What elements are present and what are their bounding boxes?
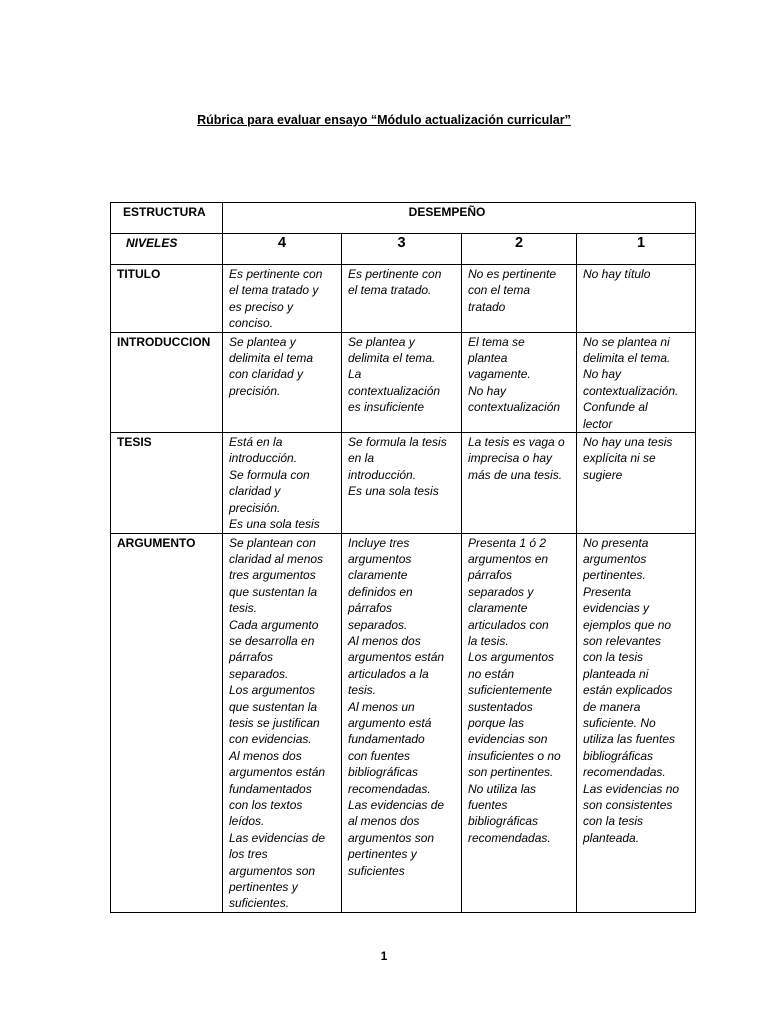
- descriptor-line: con claridad y: [229, 367, 304, 382]
- descriptor-line: párrafos: [468, 568, 513, 583]
- descriptor-line: con la tesis: [583, 650, 644, 665]
- descriptor-line: Se formula con: [229, 467, 310, 482]
- descriptor-line: son relevantes: [583, 633, 662, 648]
- descriptor-line: claridad al menos: [229, 551, 324, 566]
- descriptor-line: Se plantean con: [229, 535, 316, 550]
- descriptor-line: evidencias son: [468, 732, 548, 747]
- descriptor-line: tesis.: [348, 683, 377, 698]
- criterion-cell: ARGUMENTO: [111, 533, 223, 912]
- descriptor-line: el tema tratado.: [348, 283, 432, 298]
- level-1: 1: [577, 234, 696, 265]
- descriptor-line: el tema tratado y: [229, 283, 319, 298]
- descriptor-line: leídos.: [229, 814, 265, 829]
- descriptor-line: Al menos dos: [348, 633, 421, 648]
- descriptor-line: La tesis es vaga o: [468, 435, 565, 450]
- descriptor-line: párrafos: [348, 601, 393, 616]
- table-row: [111, 433, 696, 533]
- header-estructura: ESTRUCTURA: [111, 203, 223, 234]
- descriptor-line: recomendadas.: [348, 781, 431, 796]
- descriptor-line: Los argumentos: [229, 683, 316, 698]
- descriptor-line: pertinentes y: [229, 880, 298, 895]
- descriptor-line: pertinentes.: [583, 568, 646, 583]
- descriptor-line: Los argumentos: [468, 650, 555, 665]
- descriptor-line: Las evidencias de: [348, 798, 445, 812]
- descriptor-cell-level-2: [462, 332, 577, 432]
- descriptor-line: recomendadas.: [468, 830, 551, 845]
- levels-label: NIVELES: [111, 234, 223, 265]
- descriptor-line: con los textos: [229, 798, 303, 812]
- descriptor-line: argumentos: [348, 551, 412, 566]
- descriptor-line: fundamentado: [348, 732, 425, 747]
- descriptor-cell-level-2: [462, 433, 577, 533]
- descriptor-line: porque las: [468, 715, 525, 730]
- level-4: 4: [223, 234, 342, 265]
- descriptor-line: evidencias y: [583, 601, 650, 616]
- descriptor-line: claridad y: [229, 484, 281, 499]
- descriptor-line: argumentos están: [348, 650, 445, 665]
- descriptor-line: planteada ni: [583, 666, 649, 681]
- document-title: Rúbrica para evaluar ensayo “Módulo actualización curricular”: [197, 113, 571, 127]
- descriptor-line: más de una tesis.: [468, 467, 563, 482]
- header-row: [111, 203, 696, 234]
- descriptor-line: Presenta: [583, 584, 632, 599]
- table-row: [111, 533, 696, 912]
- descriptor-line: pertinentes y: [348, 847, 417, 862]
- descriptor-line: de manera: [583, 699, 641, 714]
- descriptor-cell-level-3: [342, 332, 462, 432]
- descriptor-line: Las evidencias no: [583, 781, 680, 796]
- descriptor-line: que sustentan la: [229, 584, 318, 599]
- descriptor-line: No hay título: [583, 267, 651, 281]
- descriptor-line: contextualización: [348, 383, 441, 398]
- descriptor-line: bibliográficas: [468, 814, 539, 829]
- descriptor-cell-level-1: [577, 332, 696, 432]
- descriptor-line: Al menos dos: [229, 748, 302, 763]
- descriptor-line: suficientemente: [468, 683, 553, 698]
- page-number: 1: [380, 949, 388, 963]
- descriptor-line: La: [348, 367, 362, 382]
- descriptor-line: explícita ni se: [583, 451, 656, 466]
- descriptor-line: sugiere: [583, 467, 623, 482]
- descriptor-line: Al menos un: [348, 699, 415, 714]
- descriptor-line: contextualización.: [583, 383, 679, 398]
- descriptor-line: Confunde al: [583, 400, 648, 415]
- descriptor-line: Incluye tres: [348, 535, 410, 550]
- descriptor-line: tres argumentos: [229, 568, 316, 583]
- descriptor-line: Se plantea y: [229, 334, 296, 349]
- descriptor-line: que sustentan la: [229, 699, 318, 714]
- descriptor-line: No se plantea ni: [583, 334, 670, 349]
- descriptor-line: introducción.: [348, 467, 417, 482]
- descriptor-cell-level-3: [342, 433, 462, 533]
- descriptor-cell-level-4: [223, 265, 342, 333]
- descriptor-line: conciso.: [229, 316, 274, 331]
- descriptor-line: separados y: [468, 584, 534, 599]
- rubric-table: [110, 202, 696, 913]
- descriptor-line: plantea: [468, 351, 508, 366]
- descriptor-line: Está en la: [229, 435, 283, 450]
- descriptor-line: recomendadas.: [583, 765, 666, 780]
- descriptor-line: argumento está: [348, 715, 432, 730]
- descriptor-line: definidos en: [348, 584, 413, 599]
- descriptor-line: se desarrolla en: [229, 633, 315, 648]
- descriptor-cell-level-1: [577, 533, 696, 912]
- descriptor-line: Es una sola tesis: [348, 484, 439, 499]
- descriptor-line: precisión.: [229, 383, 281, 398]
- descriptor-line: claramente: [348, 568, 408, 583]
- descriptor-line: No hay: [468, 383, 507, 398]
- descriptor-line: Es pertinente con: [229, 267, 323, 281]
- descriptor-cell-level-1: [577, 265, 696, 333]
- criterion-cell: TESIS: [111, 433, 223, 533]
- descriptor-line: fundamentados: [229, 781, 312, 796]
- descriptor-line: Se formula la tesis: [348, 435, 447, 450]
- descriptor-cell-level-2: [462, 265, 577, 333]
- descriptor-line: contextualización: [468, 400, 561, 415]
- descriptor-line: vagamente.: [468, 367, 531, 382]
- descriptor-line: precisión.: [229, 500, 281, 515]
- descriptor-cell-level-4: [223, 533, 342, 912]
- descriptor-line: delimita el tema.: [348, 351, 436, 366]
- descriptor-line: Presenta 1 ó 2: [468, 535, 547, 550]
- descriptor-cell-level-4: [223, 433, 342, 533]
- descriptor-line: tratado: [468, 299, 506, 314]
- descriptor-line: Las evidencias de: [229, 830, 326, 845]
- level-3: 3: [342, 234, 462, 265]
- descriptor-line: con la tesis: [583, 814, 644, 829]
- descriptor-cell-level-4: [223, 332, 342, 432]
- descriptor-line: con fuentes: [348, 748, 411, 763]
- descriptor-line: fuentes: [468, 798, 508, 812]
- descriptor-line: separados.: [229, 666, 289, 681]
- descriptor-line: delimita el tema: [229, 351, 314, 366]
- descriptor-line: argumentos: [583, 551, 647, 566]
- descriptor-line: párrafos: [229, 650, 274, 665]
- descriptor-line: claramente: [468, 601, 528, 616]
- descriptor-line: bibliográficas: [348, 765, 419, 780]
- descriptor-line: separados.: [348, 617, 408, 632]
- descriptor-cell-level-2: [462, 533, 577, 912]
- descriptor-line: No utiliza las: [468, 781, 537, 796]
- descriptor-line: bibliográficas: [583, 748, 654, 763]
- descriptor-line: con evidencias.: [229, 732, 312, 747]
- descriptor-line: delimita el tema.: [583, 351, 671, 366]
- descriptor-line: argumentos están: [229, 765, 326, 780]
- descriptor-line: los tres: [229, 847, 268, 862]
- descriptor-line: Es pertinente con: [348, 267, 442, 281]
- descriptor-line: argumentos son: [348, 830, 435, 845]
- descriptor-line: argumentos en: [468, 551, 549, 566]
- descriptor-line: El tema se: [468, 334, 525, 349]
- descriptor-line: No es pertinente: [468, 267, 557, 281]
- descriptor-line: con el tema: [468, 283, 531, 298]
- descriptor-line: no están: [468, 666, 515, 681]
- descriptor-line: suficiente. No: [583, 715, 656, 730]
- descriptor-line: articulados a la: [348, 666, 429, 681]
- descriptor-line: articulados con: [468, 617, 549, 632]
- header-desempeno: DESEMPEÑO: [223, 203, 696, 234]
- descriptor-cell-level-3: [342, 265, 462, 333]
- descriptor-line: suficientes: [348, 863, 405, 878]
- levels-row: [111, 234, 696, 265]
- descriptor-line: sustentados: [468, 699, 533, 714]
- descriptor-line: argumentos son: [229, 863, 316, 878]
- descriptor-line: planteada.: [583, 830, 640, 845]
- descriptor-line: tesis se justifican: [229, 715, 320, 730]
- descriptor-line: están explicados: [583, 683, 673, 698]
- criterion-cell: TITULO: [111, 265, 223, 333]
- descriptor-line: imprecisa o hay: [468, 451, 553, 466]
- descriptor-line: No presenta: [583, 535, 649, 550]
- descriptor-line: No hay: [583, 367, 622, 382]
- descriptor-line: insuficientes o no: [468, 748, 561, 763]
- descriptor-line: al menos dos: [348, 814, 420, 829]
- descriptor-line: la tesis.: [468, 633, 509, 648]
- descriptor-line: introducción.: [229, 451, 298, 466]
- descriptor-line: No hay una tesis: [583, 435, 673, 450]
- descriptor-line: es insuficiente: [348, 400, 425, 415]
- table-row: [111, 332, 696, 432]
- descriptor-line: lector: [583, 416, 613, 431]
- descriptor-line: Cada argumento: [229, 617, 319, 632]
- descriptor-cell-level-3: [342, 533, 462, 912]
- descriptor-line: Se plantea y: [348, 334, 415, 349]
- descriptor-cell-level-1: [577, 433, 696, 533]
- descriptor-line: es preciso y: [229, 299, 294, 314]
- descriptor-line: utiliza las fuentes: [583, 732, 676, 747]
- criterion-cell: INTRODUCCION: [111, 332, 223, 432]
- descriptor-line: son consistentes: [583, 798, 673, 812]
- level-2: 2: [462, 234, 577, 265]
- descriptor-line: en la: [348, 451, 375, 466]
- descriptor-line: ejemplos que no: [583, 617, 672, 632]
- descriptor-line: tesis.: [229, 601, 258, 616]
- descriptor-line: Es una sola tesis: [229, 517, 320, 532]
- table-row: [111, 265, 696, 333]
- descriptor-line: son pertinentes.: [468, 765, 554, 780]
- descriptor-line: suficientes.: [229, 896, 290, 911]
